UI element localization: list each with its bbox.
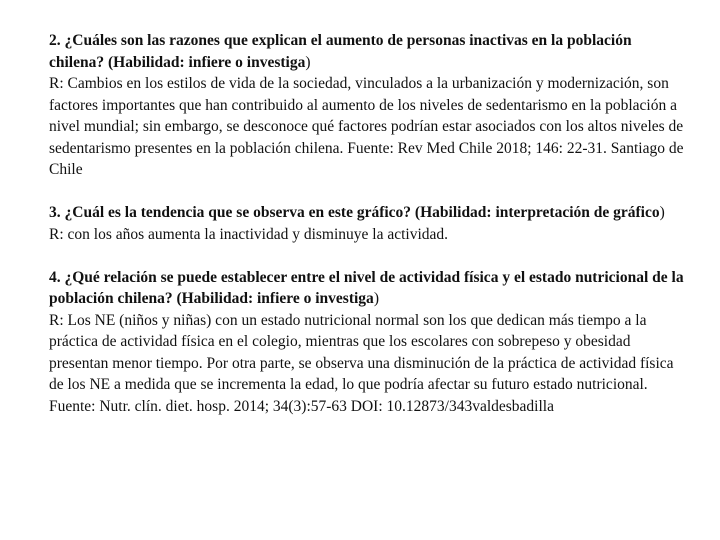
question-3-close: ): [659, 204, 665, 221]
answer-3: R: con los años aumenta la inactividad y disminuye la actividad.: [49, 225, 449, 243]
question-3-text: 3. ¿Cuál es la tendencia que se observa en este gráfico? (Habilidad: interpretación de gráfico: [49, 204, 660, 221]
answer-4: R: Los NE (niños y niñas) con un estado nutricional normal son los que dedican más tiempo a la práctica de actividad física en el colegio, mientras que los escolares con sobrepeso y obesidad presentan menor tiempo. Por otra parte, se observa una disminución de la práctica de actividad física de los NE a medida que se incrementa la edad, lo que podría afectar su futuro estado nutricional. Fuente: Nutr. clín. diet. hosp. 2014; 34(3):57-63 DOI: 10.12873/343valdesbadilla: [49, 311, 674, 415]
question-4-text: 4. ¿Qué relación se puede establecer entre el nivel de actividad física y el estado nutricional de la población chilena? (Habilidad: infiere o investiga: [49, 268, 684, 307]
question-3: [49, 202, 689, 224]
question-block-3: [49, 202, 689, 245]
question-4: [49, 267, 689, 310]
document-body: [49, 30, 689, 439]
question-4-close: ): [373, 290, 379, 307]
question-block-4: [49, 267, 689, 418]
answer-2: R: Cambios en los estilos de vida de la sociedad, vinculados a la urbanización y modernización, son factores importantes que han contribuido al aumento de los niveles de sedentarismo en la población a nivel mundial; sin embargo, se desconoce qué factores podrían estar asociados con los altos niveles de sedentarismo presentes en la población chilena. Fuente: Rev Med Chile 2018; 146: 22-31. Santiago de Chile: [49, 75, 684, 178]
question-2-text: 2. ¿Cuáles son las razones que explican el aumento de personas inactivas en la población chilena? (Habilidad: infiere o investiga: [49, 32, 632, 71]
question-2-close: ): [305, 53, 311, 71]
question-block-2: [49, 30, 689, 181]
question-2: [49, 30, 689, 73]
